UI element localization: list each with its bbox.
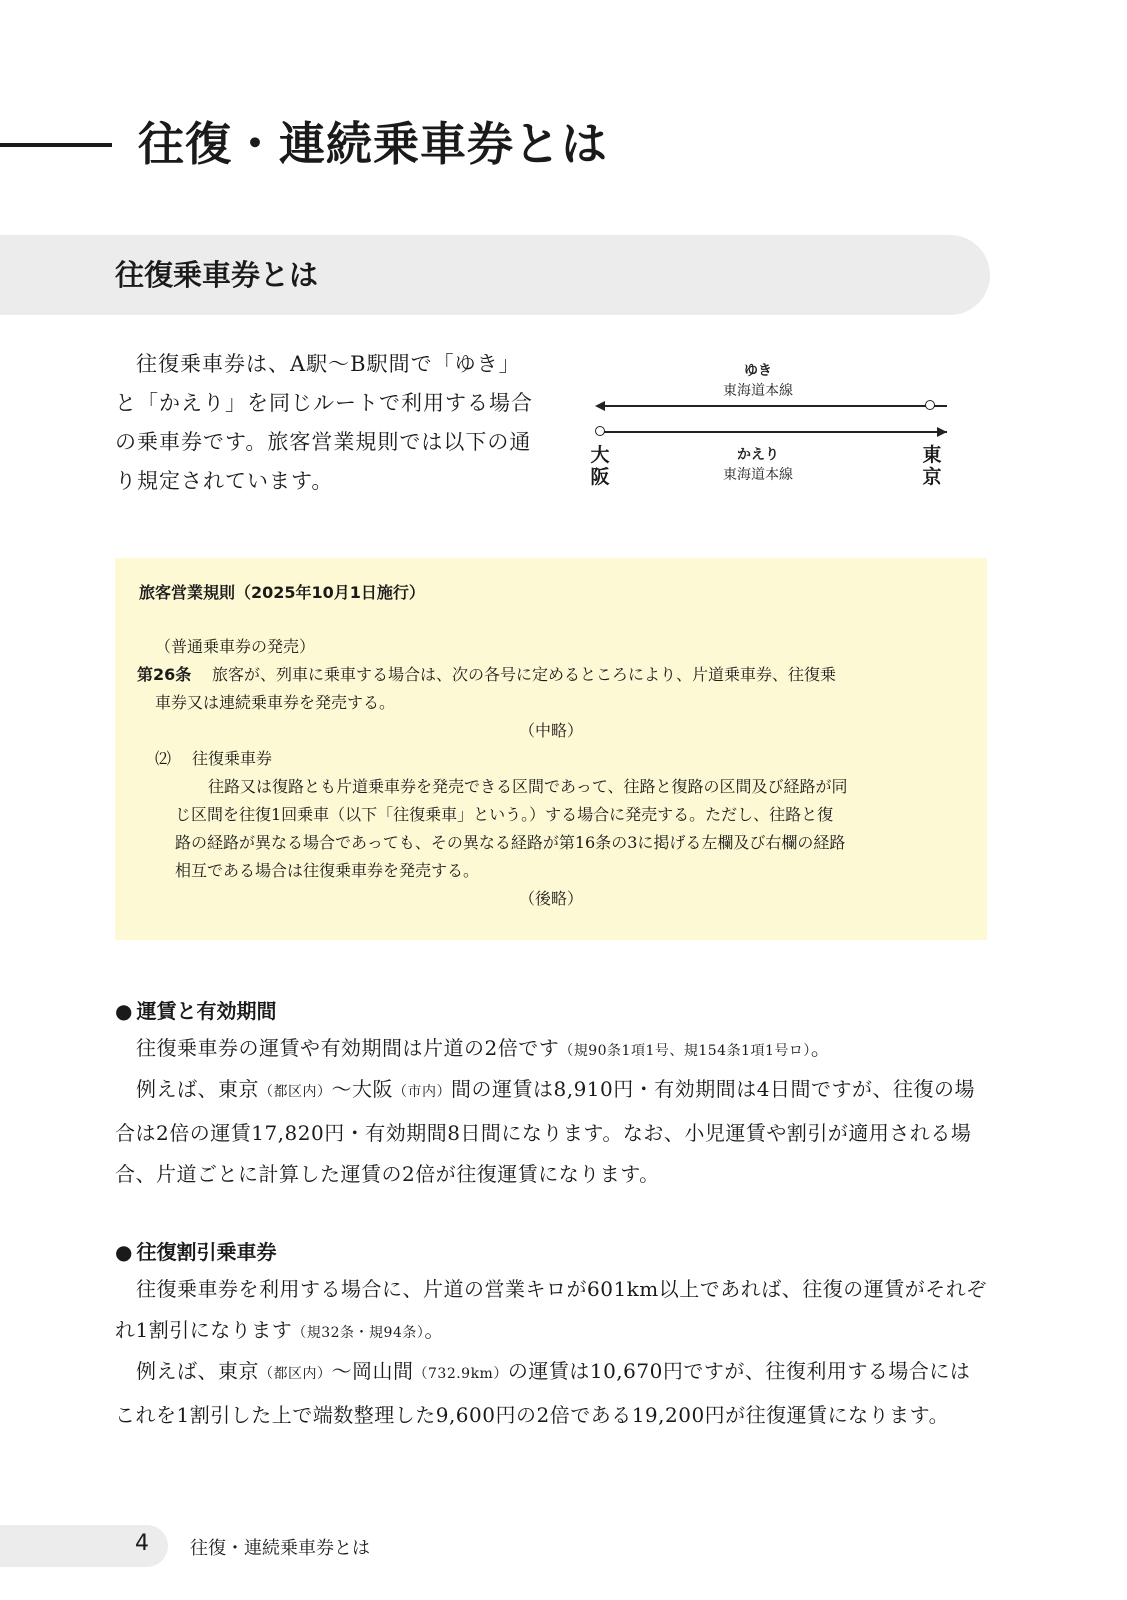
article-text-line-1: 旅客が、列車に乗車する場合は、次の各号に定めるところにより、片道乗車券、往復乗: [212, 665, 837, 684]
item-text-line-3: 路の経路が異なる場合であっても、その異なる経路が第16条の3に掲げる左欄及び右欄の経路: [175, 833, 846, 852]
rule-reference: （規90条1項1号、規154条1項1号ロ）: [559, 1043, 811, 1059]
outbound-label: ゆき: [744, 363, 772, 379]
outbound-arrow-head: [595, 401, 605, 411]
return-origin-dot: [595, 426, 605, 436]
outbound-arrow-line: [603, 405, 947, 407]
intro-paragraph: 往復乗車券は、A駅〜B駅間で「ゆき」と「かえり」を同じルートで利用する場合の乗車券です。旅客営業規則では以下の通り規定されています。: [115, 352, 533, 493]
round-trip-discount-paragraph-1: 往復乗車券を利用する場合に、片道の営業キロが601km以上であれば、往復の運賃がそれぞれ1割引になります（規32条・規94条）。: [115, 1277, 987, 1342]
article-text-line-2: 車券又は連続乗車券を発売する。: [155, 693, 396, 712]
outbound-line-name: 東海道本線: [723, 383, 793, 399]
page-number: 4: [135, 1531, 149, 1556]
fare-validity-paragraph-2: 例えば、東京（都区内）〜大阪（市内）間の運賃は8,910円・有効期間は4日間ですが、往復の場合は2倍の運賃17,820円・有効期間8日間になります。なお、小児運賃や割引が適用される場合、片道ごとに計算した運賃の2倍が往復運賃になります。: [115, 1077, 975, 1186]
omitted-middle: （中略）: [518, 721, 583, 740]
running-title: 往復・連続乗車券とは: [190, 1538, 370, 1559]
fare-validity-paragraph-1: 往復乗車券の運賃や有効期間は片道の2倍です（規90条1項1号、規154条1項1号ロ）。: [136, 1036, 832, 1060]
return-arrow-line: [603, 431, 947, 433]
item-text-line-4: 相互である場合は往復乗車券を発売する。: [175, 861, 480, 880]
item-text-line-2: じ区間を往復1回乗車（以下「往復乗車」という。）する場合に発売する。ただし、往路と復: [175, 805, 834, 824]
page-title: 往復・連続乗車券とは: [138, 117, 608, 171]
section-band: [0, 235, 990, 315]
round-trip-discount-paragraph-2: 例えば、東京（都区内）〜岡山間（732.9km）の運賃は10,670円ですが、往復利用する場合にはこれを1割引した上で端数整理した9,600円の2倍である19,200円が往復運賃になります。: [115, 1359, 971, 1427]
station-tokyo: 東京: [922, 444, 942, 488]
fare-validity-heading-text: 運賃と有効期間: [136, 999, 277, 1023]
round-trip-discount-heading-text: 往復割引乗車券: [136, 1240, 277, 1264]
rule-reference: （規32条・規94条）: [292, 1325, 425, 1341]
round-trip-discount-heading: [115, 1236, 276, 1265]
outbound-origin-dot: [925, 400, 935, 410]
article-number: 第26条: [137, 665, 192, 684]
rules-excerpt-box: [115, 558, 987, 940]
item-number: ⑵: [155, 749, 172, 768]
return-line-name: 東海道本線: [723, 467, 793, 483]
rules-heading: 旅客営業規則（2025年10月1日施行）: [139, 583, 425, 602]
route-diagram: [590, 360, 975, 510]
omitted-end: （後略）: [518, 889, 583, 908]
title-rule: [0, 143, 112, 147]
bullet-icon: ●: [115, 999, 133, 1023]
rules-subject: （普通乗車券の発売）: [155, 637, 316, 656]
section-title: 往復乗車券とは: [115, 258, 319, 292]
fare-validity-heading: [115, 995, 276, 1024]
station-osaka: 大阪: [590, 444, 610, 488]
return-label: かえり: [737, 447, 779, 463]
bullet-icon: ●: [115, 1240, 133, 1264]
item-text-line-1: 往路又は復路とも片道乗車券を発売できる区間であって、往路と復路の区間及び経路が同: [208, 777, 848, 796]
item-title: 往復乗車券: [192, 749, 273, 768]
return-arrow-head: [937, 427, 947, 437]
